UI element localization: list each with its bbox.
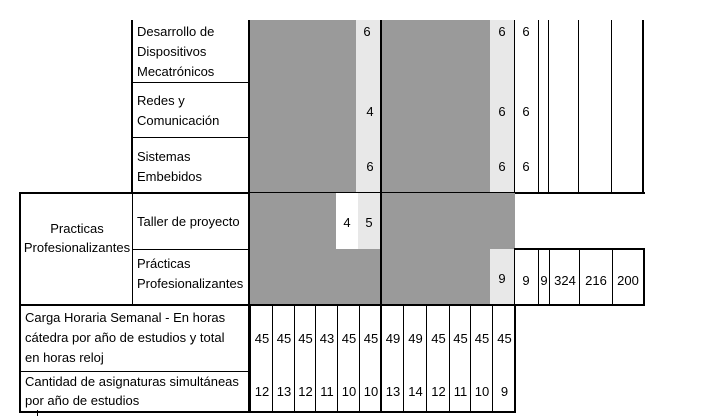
value-cell	[449, 306, 471, 372]
value: 13	[385, 384, 401, 399]
value-cell	[356, 82, 380, 138]
shaded-block	[248, 82, 356, 138]
shaded-block	[248, 249, 380, 306]
value-cell	[272, 371, 295, 413]
value-cell	[490, 137, 515, 193]
value: 5	[365, 215, 373, 230]
value-cell	[272, 306, 295, 372]
value: 216	[585, 273, 607, 288]
value-cell	[337, 371, 360, 413]
value-cell	[315, 371, 338, 413]
practicas-group-cell	[19, 192, 133, 306]
value: 9	[540, 273, 548, 288]
value-cell	[426, 306, 450, 372]
value: 10	[341, 384, 357, 399]
value: 10	[363, 384, 379, 399]
subject-name-line: Prácticas	[137, 256, 191, 271]
value-cell	[514, 137, 539, 193]
value: 12	[431, 384, 446, 399]
value-cell	[358, 193, 380, 250]
subject-name-line: Dispositivos	[137, 44, 207, 59]
subject-cell	[132, 193, 249, 250]
value: 6	[522, 24, 530, 39]
cantidad-label-line: por año de estudios	[25, 393, 140, 408]
value: 324	[554, 273, 576, 288]
value: 12	[254, 384, 270, 399]
value-cell	[612, 248, 645, 306]
shaded-block	[380, 82, 490, 138]
value: 6	[522, 159, 530, 174]
value: 6	[498, 104, 506, 119]
subject-name-line: Redes y	[137, 93, 185, 108]
value-cell	[356, 20, 380, 83]
value: 45	[363, 331, 379, 346]
value-cell	[490, 20, 515, 83]
shaded-block	[248, 20, 356, 83]
value: 43	[319, 331, 335, 346]
value: 45	[254, 331, 270, 346]
empty-column	[612, 20, 644, 193]
value-cell	[426, 371, 450, 413]
shaded-block	[380, 249, 490, 306]
value: 6	[366, 159, 374, 174]
subject-cell	[132, 137, 249, 193]
shaded-block	[380, 193, 515, 250]
subject-cell	[132, 82, 249, 138]
value: 45	[453, 331, 468, 346]
subject-name-line: Embebidos	[137, 169, 203, 184]
carga-label-line: en horas reloj	[25, 350, 104, 365]
shaded-block	[380, 137, 490, 193]
subject-name-line: Profesionalizantes	[137, 276, 244, 291]
value: 9	[500, 384, 509, 399]
value-cell	[381, 306, 404, 372]
subject-name-line: Comunicación	[137, 113, 220, 128]
value: 45	[474, 331, 490, 346]
value-cell	[336, 193, 358, 250]
value-cell	[514, 20, 539, 83]
value: 200	[617, 273, 639, 288]
value: 9	[522, 273, 530, 288]
group-label-line: Profesionalizantes	[23, 240, 131, 255]
value-cell	[514, 82, 539, 138]
value: 4	[366, 104, 374, 119]
value-cell	[337, 306, 360, 372]
value: 49	[385, 331, 401, 346]
column-line	[131, 20, 132, 193]
value-cell	[250, 371, 273, 413]
value: 45	[276, 331, 292, 346]
carga-label-line: cátedra por año de estudios y total	[25, 330, 225, 345]
value-cell	[449, 371, 471, 413]
group-label-line: Practicas	[50, 221, 104, 236]
value: 45	[298, 331, 313, 346]
value: 4	[343, 215, 351, 230]
subject-cell	[132, 20, 249, 83]
value: 6	[522, 104, 530, 119]
carga-label-cell	[19, 306, 250, 372]
value-cell	[403, 306, 427, 372]
value: 45	[497, 331, 512, 346]
subject-name: Taller de proyecto	[137, 214, 240, 229]
subject-name-line: Sistemas	[137, 149, 191, 164]
value-cell	[294, 371, 316, 413]
value-cell	[356, 137, 380, 193]
shaded-block	[248, 137, 356, 193]
value: 11	[453, 384, 468, 399]
empty-column	[549, 20, 579, 193]
value-cell	[294, 306, 316, 372]
value-cell	[470, 306, 493, 372]
value-cell	[381, 371, 404, 413]
value-cell	[579, 248, 613, 306]
value-cell	[492, 371, 516, 413]
value: 11	[320, 384, 334, 399]
subject-cell	[132, 249, 249, 306]
value: 49	[408, 331, 423, 346]
value-cell	[250, 306, 273, 372]
value: 14	[408, 384, 423, 399]
value-cell	[359, 306, 382, 372]
value-cell	[490, 82, 515, 138]
subject-name-line: Desarrollo de	[137, 24, 215, 39]
value: 45	[431, 331, 446, 346]
value-cell	[470, 371, 493, 413]
value-cell	[492, 306, 516, 372]
value-cell	[403, 371, 427, 413]
shaded-block	[248, 193, 336, 250]
cursor-mark	[37, 410, 38, 416]
value: 9	[498, 271, 506, 286]
value-cell	[359, 371, 382, 413]
value: 6	[363, 24, 371, 39]
carga-label-line: Carga Horaria Semanal - En horas	[25, 310, 226, 325]
value: 13	[276, 384, 292, 399]
value-cell	[490, 249, 515, 306]
empty-column	[579, 20, 612, 193]
value: 45	[341, 331, 357, 346]
subject-name-line: Mecatrónicos	[137, 64, 215, 79]
value-cell	[315, 306, 338, 372]
cantidad-label-line: Cantidad de asignaturas simultáneas	[25, 374, 239, 389]
value-cell	[549, 248, 580, 306]
cantidad-label-cell	[19, 371, 250, 413]
empty-column	[539, 20, 549, 193]
value: 6	[498, 159, 506, 174]
value: 6	[498, 24, 506, 39]
shaded-block	[380, 20, 490, 83]
value: 12	[298, 384, 313, 399]
value: 10	[474, 384, 490, 399]
